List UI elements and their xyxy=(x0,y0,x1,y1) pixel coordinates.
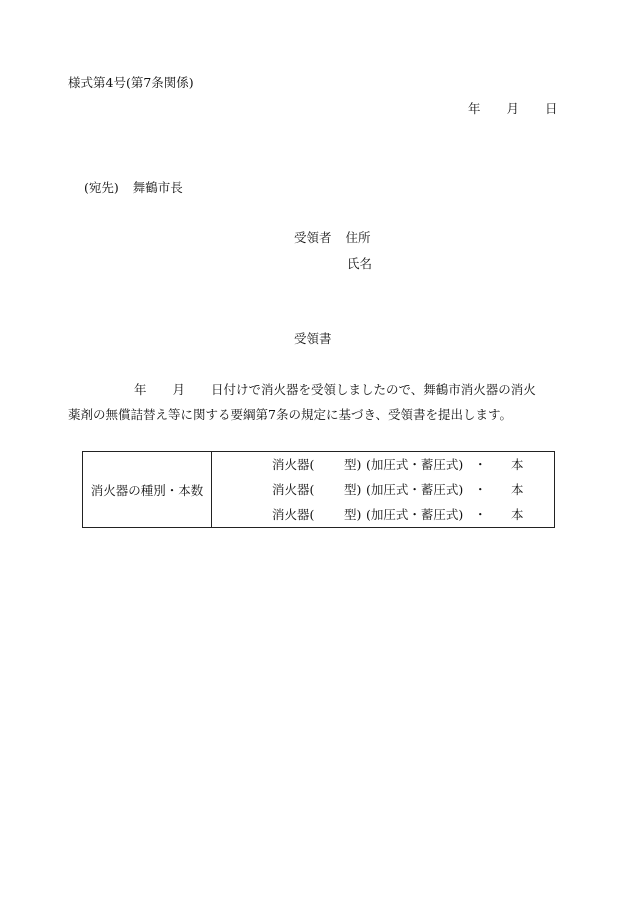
type-label: 型) xyxy=(344,457,362,472)
pressure-method-label: (加圧式・蓄圧式) xyxy=(366,482,464,497)
unit-label: 本 xyxy=(511,507,524,522)
extinguisher-label: 消火器( xyxy=(272,482,315,497)
recipient-label: 受領者 xyxy=(294,230,332,245)
addressee-label: (宛先) xyxy=(84,180,119,195)
addressee-name: 舞鶴市長 xyxy=(132,180,183,195)
date-line xyxy=(468,99,558,117)
separator-dot: ・ xyxy=(474,507,487,522)
table-row xyxy=(212,502,554,527)
table-row xyxy=(212,477,554,502)
table-row xyxy=(212,452,554,477)
document-title: 受領書 xyxy=(294,331,332,346)
table-label-cell: 消火器の種別・本数 xyxy=(83,452,212,528)
extinguisher-label: 消火器( xyxy=(272,507,315,522)
unit-label: 本 xyxy=(511,482,524,497)
body-line-2: 薬剤の無償詰替え等に関する要綱第7条の規定に基づき、受領書を提出します。 xyxy=(68,407,512,422)
extinguisher-table xyxy=(82,451,555,528)
body-year-label: 年 xyxy=(134,382,147,397)
form-number: 様式第4号(第7条関係) xyxy=(68,75,194,90)
recipient-name-label: 氏名 xyxy=(347,256,373,271)
body-line1-text: 日付けで消火器を受領しましたので、舞鶴市消火器の消火 xyxy=(211,382,536,397)
date-year-label: 年 xyxy=(468,101,481,116)
table-rows-cell xyxy=(212,452,555,528)
separator-dot: ・ xyxy=(474,457,487,472)
body-line-1 xyxy=(68,380,536,398)
addressee xyxy=(84,178,183,196)
type-label: 型) xyxy=(344,482,362,497)
type-label: 型) xyxy=(344,507,362,522)
pressure-method-label: (加圧式・蓄圧式) xyxy=(366,507,464,522)
pressure-method-label: (加圧式・蓄圧式) xyxy=(366,457,464,472)
date-day-label: 日 xyxy=(545,101,558,116)
body-month-label: 月 xyxy=(172,382,186,397)
recipient-address-label: 住所 xyxy=(345,230,371,245)
separator-dot: ・ xyxy=(474,482,487,497)
date-month-label: 月 xyxy=(506,101,520,116)
extinguisher-label: 消火器( xyxy=(272,457,315,472)
recipient-address-line xyxy=(294,228,371,246)
unit-label: 本 xyxy=(511,457,524,472)
